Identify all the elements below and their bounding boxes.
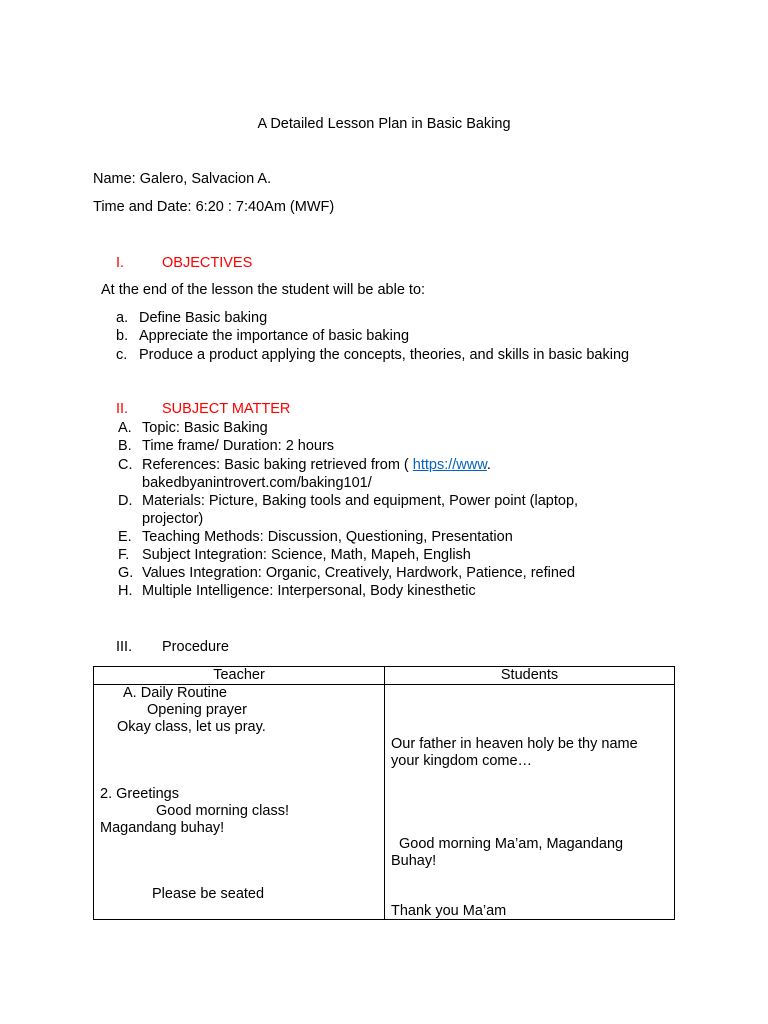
subject-item-continuation: bakedbyanintrovert.com/baking101/ (142, 475, 372, 491)
subject-marker: E. (118, 529, 132, 545)
subject-item: Time frame/ Duration: 2 hours (142, 438, 335, 454)
objective-marker: b. (116, 328, 129, 344)
student-line: Thank you Ma’am (391, 903, 507, 919)
objective-marker: c. (116, 347, 128, 363)
procedure-heading: Procedure (162, 639, 229, 655)
student-line: Buhay! (391, 853, 437, 869)
subject-marker: A. (118, 420, 132, 436)
subject-item-references (142, 456, 491, 474)
teacher-header: Teacher (94, 667, 385, 685)
subject-item: Teaching Methods: Discussion, Questioning, Presentation (142, 529, 513, 545)
student-line: Good morning Ma’am, Magandang (399, 836, 624, 852)
objective-item: Produce a product applying the concepts, theories, and skills in basic baking (139, 347, 630, 363)
teacher-line: Magandang buhay! (100, 820, 225, 836)
subject-item-continuation: projector) (142, 511, 204, 527)
subject-item: Topic: Basic Baking (142, 420, 268, 436)
students-cell (385, 685, 675, 920)
teacher-cell (94, 685, 385, 920)
subject-marker: F. (118, 547, 130, 563)
time-date-line: Time and Date: 6:20 : 7:40Am (MWF) (93, 199, 335, 215)
teacher-line: Good morning class! (156, 803, 289, 819)
procedure-number: III. (116, 639, 133, 655)
teacher-line: Okay class, let us pray. (117, 719, 266, 735)
teacher-line: A. Daily Routine (123, 685, 227, 701)
subject-marker: G. (118, 565, 134, 581)
subject-matter-number: II. (116, 401, 129, 417)
student-line: Our father in heaven holy be thy name (391, 736, 638, 752)
teacher-line: Please be seated (152, 886, 265, 902)
references-text: References: Basic baking retrieved from ( (142, 457, 413, 473)
table-row (94, 685, 675, 920)
subject-item: Materials: Picture, Baking tools and equipment, Power point (laptop, (142, 493, 579, 509)
teacher-line: Opening prayer (147, 702, 247, 718)
objective-item: Define Basic baking (139, 310, 268, 326)
objectives-number: I. (116, 255, 125, 271)
student-line: your kingdom come… (391, 753, 533, 769)
subject-item: Multiple Intelligence: Interpersonal, Body kinesthetic (142, 583, 476, 599)
subject-item: Subject Integration: Science, Math, Mapeh, English (142, 547, 471, 563)
references-text-end: . (486, 457, 491, 473)
students-header: Students (385, 667, 675, 685)
subject-marker: H. (118, 583, 133, 599)
document-title: A Detailed Lesson Plan in Basic Baking (257, 116, 511, 132)
subject-matter-heading: SUBJECT MATTER (162, 401, 291, 417)
name-line: Name: Galero, Salvacion A. (93, 171, 272, 187)
procedure-table (93, 666, 675, 920)
objective-marker: a. (116, 310, 129, 326)
teacher-line: 2. Greetings (100, 786, 179, 802)
subject-marker: B. (118, 438, 132, 454)
objectives-intro: At the end of the lesson the student will be able to: (101, 282, 426, 298)
objectives-heading: OBJECTIVES (162, 255, 253, 271)
subject-item: Values Integration: Organic, Creatively, Hardwork, Patience, refined (142, 565, 576, 581)
table-header-row (94, 667, 675, 685)
subject-marker: C. (118, 457, 133, 473)
subject-marker: D. (118, 493, 133, 509)
objective-item: Appreciate the importance of basic baking (139, 328, 410, 344)
references-link[interactable]: https://www (412, 457, 487, 473)
